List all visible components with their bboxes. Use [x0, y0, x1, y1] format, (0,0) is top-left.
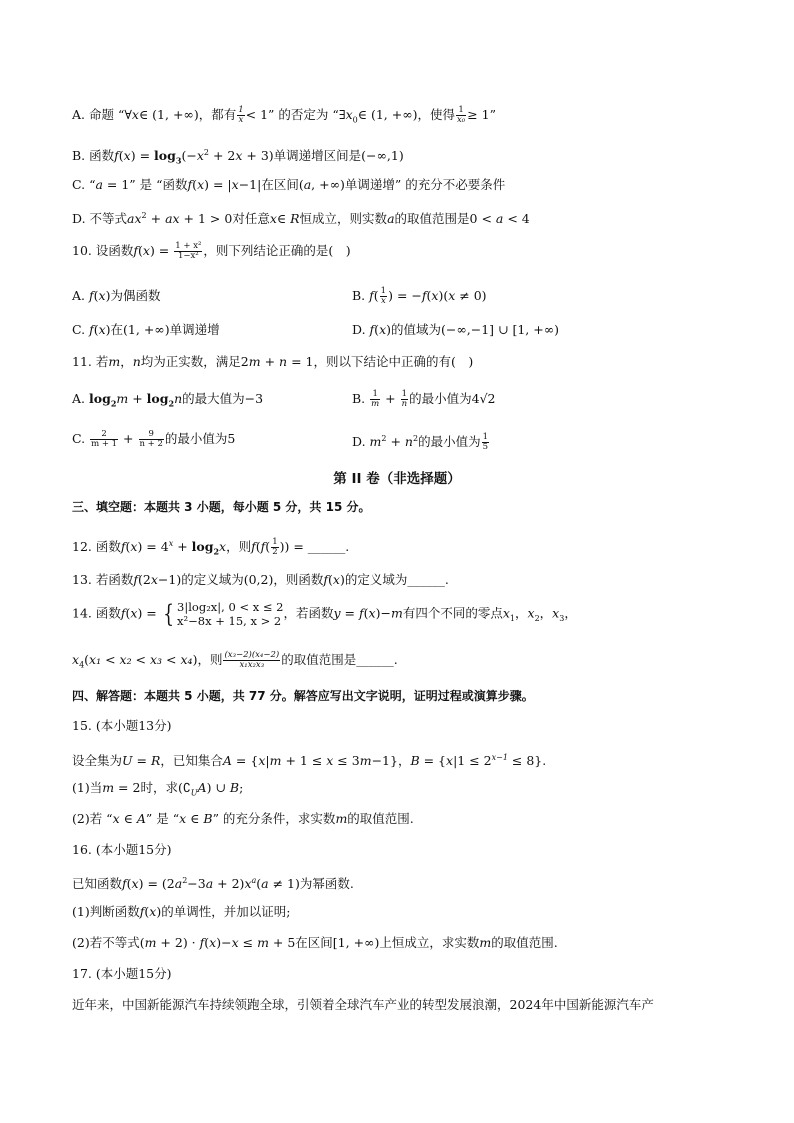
q16-part1: (1)判断函数f(x)的单调性，并加以证明; — [72, 904, 291, 919]
q10-stem: 10. 设函数f(x) = $\frac{\text{1 + x²}}{\text{1−x²}}$ ，则下列结论正确的是( ) — [72, 241, 351, 261]
q17-heading: 17. (本小题15分) — [72, 966, 172, 981]
q9-option-d: D. 不等式$ax^2$ + ax + 1 > 0对任意x∈ R恒成立，则实数a的取值范围是0 < a < 4 — [72, 211, 530, 227]
fraction: $\frac{1}{5}$ — [482, 432, 488, 453]
q9-option-b: B. 函数$f(x) = \log_3(-x^2 + 2x + 3)$单调递增区间是(−∞,1) — [72, 148, 404, 166]
fraction: $\frac{1}{2}$ — [272, 537, 278, 558]
q16-part2: (2)若不等式(m + 2) · f(x)−x ≤ m + 5在区间[1, +∞)上恒成立，求实数m的取值范围. — [72, 935, 558, 950]
fraction: $\frac{1}{n}$ — [401, 389, 408, 409]
q10-option-c: C. f(x)在(1, +∞)单调递增 — [72, 322, 220, 337]
q15-part2: (2)若 “x ∈ A” 是 “x ∈ B” 的充分条件，求实数m的取值范围. — [72, 811, 414, 826]
fraction: $\frac{1}{m}$ — [371, 389, 380, 409]
fraction: $\frac{\text{(x₃−2)(x₄−2)}}{\text{x₁x₂x₃}}$ — [224, 650, 280, 670]
fraction: $\frac{9}{n + 2}$ — [139, 429, 163, 449]
part2-title: 第 II 卷（非选择题） — [333, 471, 461, 487]
q11-option-a: A. $\log_2m + \log_2n$的最大值为−3 — [72, 391, 264, 409]
q15-heading: 15. (本小题13分) — [72, 718, 172, 733]
fraction: $\frac{1}{\text{x₀}}$ — [457, 105, 466, 125]
q14-line1: 14. 函数f(x) = { 3|log₂x|, 0 < x ≤ 2 x²−8x + 15, x > 2 ，若函数y = f(x)−m有四个不同的零点$x_1$，$x_2$，$x_3$， — [72, 600, 577, 628]
q11-option-b: B. $\frac{1}{m}$ + $\frac{1}{n}$ 的最小值为4√2 — [352, 389, 496, 409]
fraction: $\frac{\text{1 + x²}}{\text{1−x²}}$ — [175, 241, 202, 261]
q14-line2: $x_4(x_1 < x_2 < x_3 < x_4)$，则 $\frac{\text{(x₃−2)(x₄−2)}}{\text{x₁x₂x₃}}$ 的取值范围是______. — [72, 650, 398, 670]
q10-option-a: A. f(x)为偶函数 — [72, 288, 161, 303]
q9-option-a: A. 命题 “∀x∈ (1, +∞)，都有 $\frac{1}{x}$ < 1” 的否定为 “$\exists x_0\in$ (1, +∞)，使得 $\frac{1}{\text{x₀}}$ ≥ 1” — [72, 105, 497, 125]
q16-stem: 已知函数$f(x) = (2a^2-3a + 2)x^a(a \ne 1)$为幂函数. — [72, 876, 354, 892]
q10-option-b: B. f( $\frac{1}{x}$ ) = −f(x)(x ≠ 0) — [352, 286, 487, 306]
section4-heading: 四、解答题：本题共 5 小题，共 77 分。解答应写出文字说明，证明过程或演算步骤。 — [72, 689, 534, 703]
q10-option-d: D. f(x)的值域为(−∞,−1] ∪ [1, +∞) — [352, 322, 560, 337]
fraction: $\frac{2}{m + 1}$ — [91, 429, 118, 449]
left-brace: { — [163, 600, 174, 628]
q13: 13. 若函数f(2x−1)的定义域为(0,2)，则函数f(x)的定义域为______. — [72, 572, 449, 587]
q17-text: 近年来，中国新能源汽车持续领跑全球，引领着全球汽车产业的转型发展浪潮，2024年中国新能源汽车产 — [72, 997, 654, 1012]
fraction: $\frac{1}{x}$ — [238, 105, 244, 125]
section3-heading: 三、填空题：本题共 3 小题，每小题 5 分，共 15 分。 — [72, 500, 371, 514]
fraction: $\frac{1}{x}$ — [380, 286, 387, 306]
q16-heading: 16. (本小题15分) — [72, 842, 172, 857]
q11-stem: 11. 若m，n均为正实数，满足2m + n = 1，则以下结论中正确的有( ) — [72, 354, 474, 369]
q11-option-d: D. $m^2 + n^2$的最小值为 $\frac{1}{5}$ — [352, 432, 488, 453]
q15-part1: (1)当m = 2时，求$(∁_UA)$ ∪ B; — [72, 780, 244, 798]
q15-stem: 设全集为U = R，已知集合A = {x|m + 1 ≤ x ≤ 3m−1}，$B = \{x|1 \le 2^{x-1} \le 8\}$. — [72, 753, 547, 769]
q12: 12. 函数$f(x) = 4^x + \log_2x$，则f(f( $\frac{1}{2}$ )) = ______. — [72, 537, 350, 558]
q9-option-c: C. “a = 1” 是 “函数f(x) = |x−1|在区间(a, +∞)单调递增” 的充分不必要条件 — [72, 177, 506, 192]
piecewise-cases: 3|log₂x|, 0 < x ≤ 2 x²−8x + 15, x > 2 — [177, 600, 284, 628]
q11-option-c: C. $\frac{2}{m + 1}$ + $\frac{9}{n + 2}$ 的最小值为5 — [72, 429, 236, 449]
